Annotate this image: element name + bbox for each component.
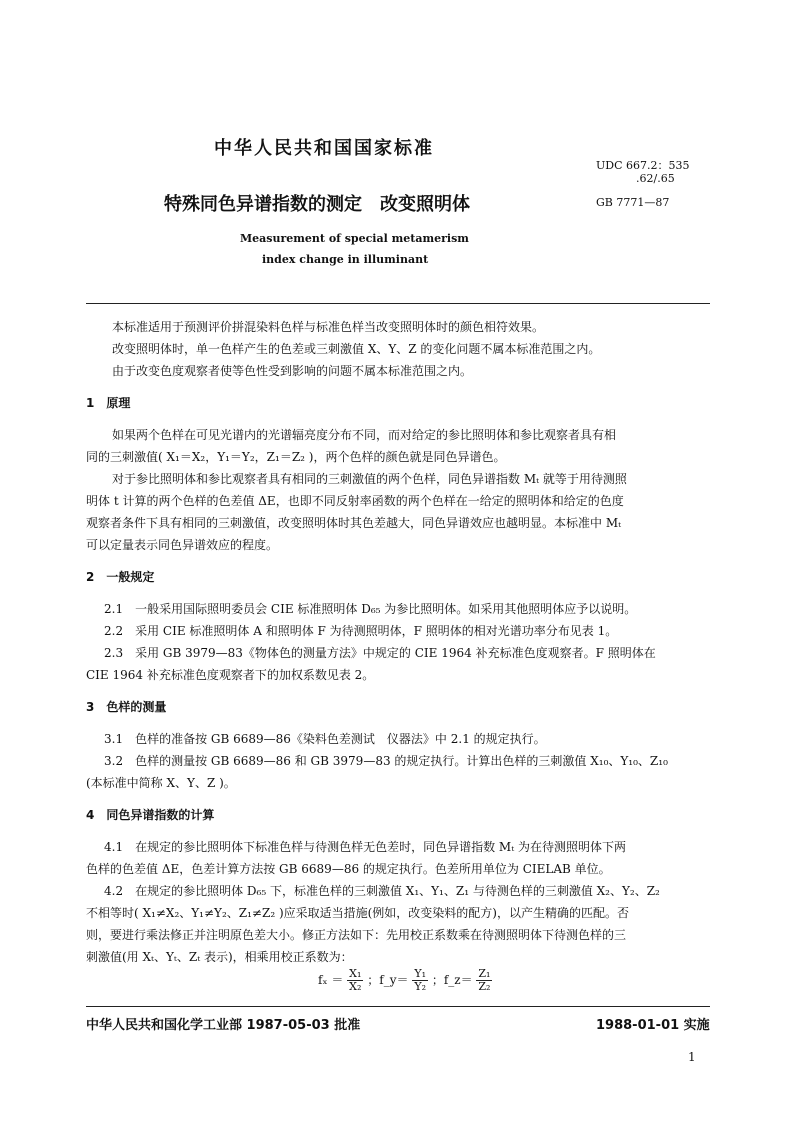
intro-line-2: 改变照明体时，单一色样产生的色差或三刺激值 X、Y、Z 的变化问题不属本标准范围之内。 (112, 342, 601, 356)
document-title-en-line1: Measurement of special metamerism (240, 232, 469, 245)
s2-clause-2-3-line2: CIE 1964 补充标准色度观察者下的加权系数见表 2。 (86, 668, 375, 682)
s1-p2-line2: 明体 t 计算的两个色样的色差值 ΔE，也即不同反射率函数的两个色样在一给定的照明体和给定的色度 (86, 494, 624, 508)
approval-statement: 中华人民共和国化学工业部 1987-05-03 批准 (86, 1018, 361, 1033)
effective-date: 1988-01-01 实施 (596, 1018, 710, 1033)
s1-p2-line3: 观察者条件下具有相同的三刺激值，改变照明体时其色差越大，同色异谱效应也越明显。本标准中 Mₜ (86, 516, 622, 530)
page-number: 1 (688, 1050, 696, 1064)
s1-p1-line2: 同的三刺激值( X₁＝X₂，Y₁＝Y₂，Z₁＝Z₂ )，两个色样的颜色就是同色异谱色。 (86, 450, 506, 464)
udc-code: UDC 667.2：535 (596, 159, 690, 172)
s4-clause-4-2-line4: 刺激值(用 Xₜ、Yₜ、Zₜ 表示)，相乘用校正系数为： (86, 950, 353, 964)
s4-clause-4-1-line2: 色样的色差值 ΔE，色差计算方法按 GB 6689—86 的规定执行。色差所用单位为 CIELAB 单位。 (86, 862, 611, 876)
intro-line-1: 本标准适用于预测评价拼混染料色样与标准色样当改变照明体时的颜色相符效果。 (112, 320, 545, 334)
s3-clause-3-2-line2: (本标准中简称 X、Y、Z )。 (86, 776, 236, 790)
section-4-heading: 4 同色异谱指数的计算 (86, 808, 215, 822)
formula-fx-label: fₓ ＝ (318, 973, 344, 987)
formula-fz-label: ；f_z＝ (431, 973, 473, 987)
s4-clause-4-2-line1: 4.2 在规定的参比照明体 D₆₅ 下，标准色样的三刺激值 X₁、Y₁、Z₁ 与待测色样的三刺激值 X₂、Y₂、Z₂ (104, 884, 660, 898)
intro-line-3: 由于改变色度观察者使等色性受到影响的问题不属本标准范围之内。 (112, 364, 473, 378)
s4-clause-4-2-line3: 则，要进行乘法修正并注明原色差大小。修正方法如下：先用校正系数乘在待测照明体下待测色样的三 (86, 928, 627, 942)
s2-clause-2-1: 2.1 一般采用国际照明委员会 CIE 标准照明体 D₆₅ 为参比照明体。如采用其他照明体应予以说明。 (104, 602, 637, 616)
correction-factor-formula (318, 968, 492, 993)
document-title-en-line2: index change in illuminant (262, 253, 429, 266)
s4-clause-4-2-line2: 不相等时( X₁≠X₂、Y₁≠Y₂、Z₁≠Z₂ )应采取适当措施(例如，改变染料的配方)，以产生精确的匹配。否 (86, 906, 629, 920)
s1-p2-line1: 对于参比照明体和参比观察者具有相同的三刺激值的两个色样，同色异谱指数 Mₜ 就等于用待测照 (112, 472, 627, 486)
s3-clause-3-2-line1: 3.2 色样的测量按 GB 6689—86 和 GB 3979—83 的规定执行。计算出色样的三刺激值 X₁₀、Y₁₀、Z₁₀ (104, 754, 668, 768)
document-title-cn: 特殊同色异谱指数的测定 改变照明体 (164, 194, 470, 215)
formula-fz-fraction: $\frac{\text{Z₁}}{\text{Z₂}}$ (478, 967, 491, 993)
formula-fy-fraction: $\frac{\text{Y₁}}{\text{Y₂}}$ (414, 967, 426, 993)
s2-clause-2-2: 2.2 采用 CIE 标准照明体 A 和照明体 F 为待测照明体，F 照明体的相对光谱功率分布见表 1。 (104, 624, 618, 638)
section-2-heading: 2 一般规定 (86, 570, 155, 584)
section-1-heading: 1 原理 (86, 396, 131, 410)
s4-clause-4-1-line1: 4.1 在规定的参比照明体下标准色样与待测色样无色差时，同色异谱指数 Mₜ 为在待测照明体下两 (104, 840, 626, 854)
footer-divider (86, 1006, 710, 1007)
section-3-heading: 3 色样的测量 (86, 700, 167, 714)
formula-fy-label: ；f_y＝ (367, 973, 409, 987)
s2-clause-2-3-line1: 2.3 采用 GB 3979—83《物体色的测量方法》中规定的 CIE 1964 补充标准色度观察者。F 照明体在 (104, 646, 656, 660)
s3-clause-3-1: 3.1 色样的准备按 GB 6689—86《染料色差测试 仪器法》中 2.1 的规定执行。 (104, 732, 546, 746)
header-divider (86, 303, 710, 304)
national-standard-heading: 中华人民共和国国家标准 (214, 138, 434, 159)
formula-fx-fraction: $\frac{\text{X₁}}{\text{X₂}}$ (349, 967, 362, 993)
gb-number: GB 7771—87 (596, 196, 670, 209)
udc-code-cont: .62/.65 (636, 172, 675, 185)
s1-p1-line1: 如果两个色样在可见光谱内的光谱辐亮度分布不同，而对给定的参比照明体和参比观察者具有相 (112, 428, 617, 442)
s1-p2-line4: 可以定量表示同色异谱效应的程度。 (86, 538, 279, 552)
